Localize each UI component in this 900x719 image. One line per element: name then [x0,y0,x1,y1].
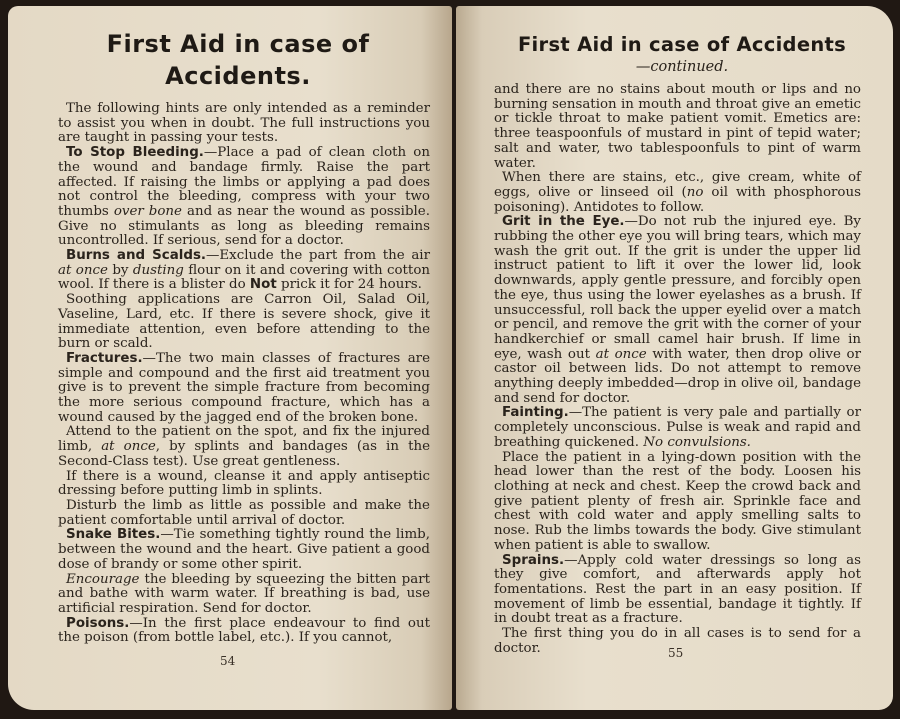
snake-p2-emphasis: Encourage [66,571,140,587]
snake-section [58,528,430,572]
intro-paragraph: The following hints are only intended as a reminder to assist you when in doubt. The full instructions you are taught in passing your tests. [58,101,430,146]
burns-text-1: —Exclude the part from the air [206,248,430,264]
left-page-title [68,28,408,92]
sprains-paragraph-2: The first thing you do in all cases is to send for a doctor. [494,626,861,656]
poisons-section [58,617,430,646]
right-page-number: 55 [668,646,684,660]
burns-strong: Not [249,277,277,293]
stains-text-2: oil with phosphorous poisoning). Antidotes to follow. [494,184,861,215]
snake-p2-text: the bleeding by squeezing the bitten part and bathe with warm water. If breathing is bad, use artificial respiration. Send for doctor. [58,571,430,616]
burns-emphasis-2: dusting [132,262,184,278]
bleeding-emphasis: over bone [113,203,182,219]
bleeding-text-1: —Place a pad of clean cloth on the wound and bandage firmly. Raise the part affected. If raising the limbs or applying a pad does not control the bleeding, compress with your two thumbs [58,145,430,219]
grit-emphasis: at once [595,346,647,362]
grit-text-2: with water, then drop olive or castor oil between lids. Do not attempt to remove anything deeply imbedded—drop in olive oil, bandage and send for doctor. [494,346,862,406]
grit-section [494,215,861,406]
fainting-heading: Fainting. [502,405,569,421]
sprains-section [494,554,861,628]
fractures-p2-text-a: Attend to the patient on the spot, and fix the injured limb, [58,424,430,455]
fractures-paragraph-2 [58,425,430,469]
snake-heading: Snake Bites. [66,527,161,543]
left-page [8,6,452,710]
poisons-heading: Poisons. [66,615,130,631]
fractures-p2-text-b: , by splints and bandages (as in the Second-Class test). Use great gentleness. [58,439,431,469]
burns-emphasis-1: at once [58,262,108,278]
fainting-emphasis: No convulsions. [643,434,751,450]
left-page-number: 54 [220,654,236,668]
poisons-text-1: —In the first place endeavour to find out the poison (from bottle label, etc.). If you cannot, [58,615,430,646]
burns-text-4: prick it for 24 hours. [276,277,422,293]
fractures-section [58,352,430,426]
fractures-p2-emphasis: at once [101,439,156,455]
fainting-text-1: —The patient is very pale and partially or completely unconscious. Pulse is weak and rapid and breathing quickened. [494,405,861,450]
burns-section [58,249,430,293]
stains-text-1: When there are stains, etc., give cream, white of eggs, olive or linseed oil ( [494,170,861,200]
grit-heading: Grit in the Eye. [502,214,625,230]
burns-text-2: by [107,262,133,278]
bleeding-text-2: and as near the wound as possible. Give no stimulants as long as bleeding remains uncontrolled. If serious, send for a doctor. [58,203,430,249]
fractures-paragraph-3: If there is a wound, cleanse it and apply antiseptic dressing before putting limb in splints. [58,468,430,499]
left-title-line2: Accidents. [165,62,311,90]
burns-heading: Burns and Scalds. [66,248,207,264]
snake-text-1: —Tie something tightly round the limb, between the wound and the heart. Give patient a good dose of brandy or some other spirit. [58,527,430,572]
sprains-text-1: —Apply cold water dressings so long as they give comfort, and afterwards apply hot fomentations. Rest the part in an easy position. If movement of limb be essential, bandage it tightly. If in doubt treat as a fracture. [494,552,861,627]
grit-text-1: —Do not rub the injured eye. By rubbing the other eye you will bring tears, which may wash the grit out. If the grit is under the upper lid instruct patient to lift it over the lower lid, look downwards, apply gentle pressure, and forcibly open the eye, thus using the lower eyelashes as a brush. If unsuccessful, roll back the upper eyelid over a match or pencil, and remove the grit with the corner of your handkerchief or small camel hair brush. If lime in eye, wash out [494,214,861,362]
left-title-line1: First Aid in case of [106,30,370,58]
snake-paragraph-2 [58,573,430,617]
right-page-subtitle: —continued. [635,59,729,75]
sprains-heading: Sprains. [502,552,565,568]
burns-text-3: flour on it and covering with cotton wool. If there is a blister do [58,262,430,293]
right-page [456,6,893,710]
burns-paragraph-2: Soothing applications are Carron Oil, Salad Oil, Vaseline, Lard, etc. If there is severe shock, give it immediate attention, even before attending to the burn or scald. [58,292,430,352]
bleeding-heading: To Stop Bleeding. [66,145,204,161]
fainting-section [494,406,861,450]
stains-paragraph [494,171,861,215]
stains-emphasis: no [686,184,704,200]
fractures-text-1: —The two main classes of fractures are simple and compound and the first aid treatment you give is to prevent the simple fracture from becoming the more serious compound fracture, which has a wound caused by the jagged end of the broken bone. [58,350,430,425]
poison-continued-paragraph: and there are no stains about mouth or lips and no burning sensation in mouth and throat give an emetic or tickle throat to make patient vomit. Emetics are: three teaspoonfuls of mustard in pint of tepid water; salt and water, two tablespoonfuls to pint of warm water. [494,82,861,171]
right-page-body [494,83,861,656]
left-page-body [58,102,430,646]
right-page-title: First Aid in case of Accidents [517,33,847,56]
fractures-paragraph-4: Disturb the limb as little as possible and make the patient comfortable until arrival of doctor. [58,497,430,528]
fainting-paragraph-2: Place the patient in a lying-down position with the head lower than the rest of the body. Loosen his clothing at neck and chest. Keep the crowd back and give patient plenty of fresh air. Sprinkle face and chest with cold water and apply smelling salts to nose. Rub the limbs towards the body. Give stimulant when patient is able to swallow. [494,449,861,553]
bleeding-section [58,146,430,249]
fractures-heading: Fractures. [66,350,143,366]
